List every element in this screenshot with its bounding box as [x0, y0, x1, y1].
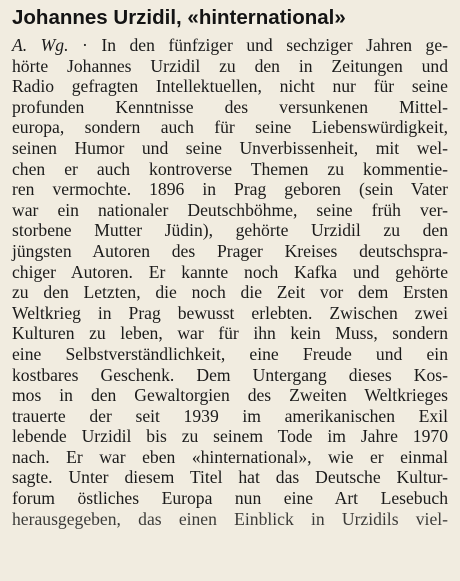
- article-line: zu den Letzten, die noch die Zeit vor dem Ersten: [12, 282, 448, 303]
- article-line-cut-off: herausgegeben, das einen Einblick in Urzidils viel-: [12, 508, 448, 529]
- article-line-text: In den fünfziger und sechziger Jahren ge-: [101, 35, 449, 55]
- article-line: sagte. Unter diesem Titel hat das Deutsche Kultur-: [12, 467, 448, 488]
- article-line: chiger Autoren. Er kannte noch Kafka und gehörte: [12, 261, 448, 282]
- article-line: chen er auch kontroverse Themen zu kommentie-: [12, 158, 448, 179]
- article-line: lebende Urzidil bis zu seinem Tode im Jahre 1970: [12, 426, 448, 447]
- article-line: [12, 35, 448, 56]
- article-line: hörte Johannes Urzidil zu den in Zeitungen und: [12, 55, 448, 76]
- article-byline: A. Wg.: [12, 35, 69, 55]
- article-line: Radio gefragten Intellektuellen, nicht nur für seine: [12, 76, 448, 97]
- article-line: kostbares Geschenk. Dem Untergang dieses Kos-: [12, 364, 448, 385]
- article-line: forum östliches Europa nun eine Art Lesebuch: [12, 488, 448, 509]
- article-line: Weltkrieg in Prag bewusst erlebten. Zwischen zwei: [12, 302, 448, 323]
- article-line: mos in den Gewaltorgien des Zweiten Weltkrieges: [12, 385, 448, 406]
- article-line: trauerte der seit 1939 im amerikanischen Exil: [12, 405, 448, 426]
- article-line: eine Selbstverständlichkeit, eine Freude und ein: [12, 343, 448, 364]
- article-line: seinen Humor und seine Unverbissenheit, mit wel-: [12, 137, 448, 158]
- article-headline: Johannes Urzidil, «hinternational»: [12, 6, 346, 29]
- article-line: jüngsten Autoren des Prager Kreises deutschspra-: [12, 240, 448, 261]
- article-line: Kulturen zu leben, war für ihn kein Muss, sondern: [12, 323, 448, 344]
- article-line: europa, sondern auch für seine Liebenswürdigkeit,: [12, 117, 448, 138]
- article-line: profunden Kenntnisse des versunkenen Mittel-: [12, 96, 448, 117]
- article-line: nach. Er war eben «hinternational», wie er einmal: [12, 446, 448, 467]
- article-line: war ein nationaler Deutschböhme, seine früh ver-: [12, 199, 448, 220]
- byline-separator: ·: [68, 35, 102, 55]
- article-body: [12, 35, 449, 529]
- article-line: storbene Mutter Jüdin), gehörte Urzidil zu den: [12, 220, 448, 241]
- article-line: ren vermochte. 1896 in Prag geboren (sein Vater: [12, 179, 448, 200]
